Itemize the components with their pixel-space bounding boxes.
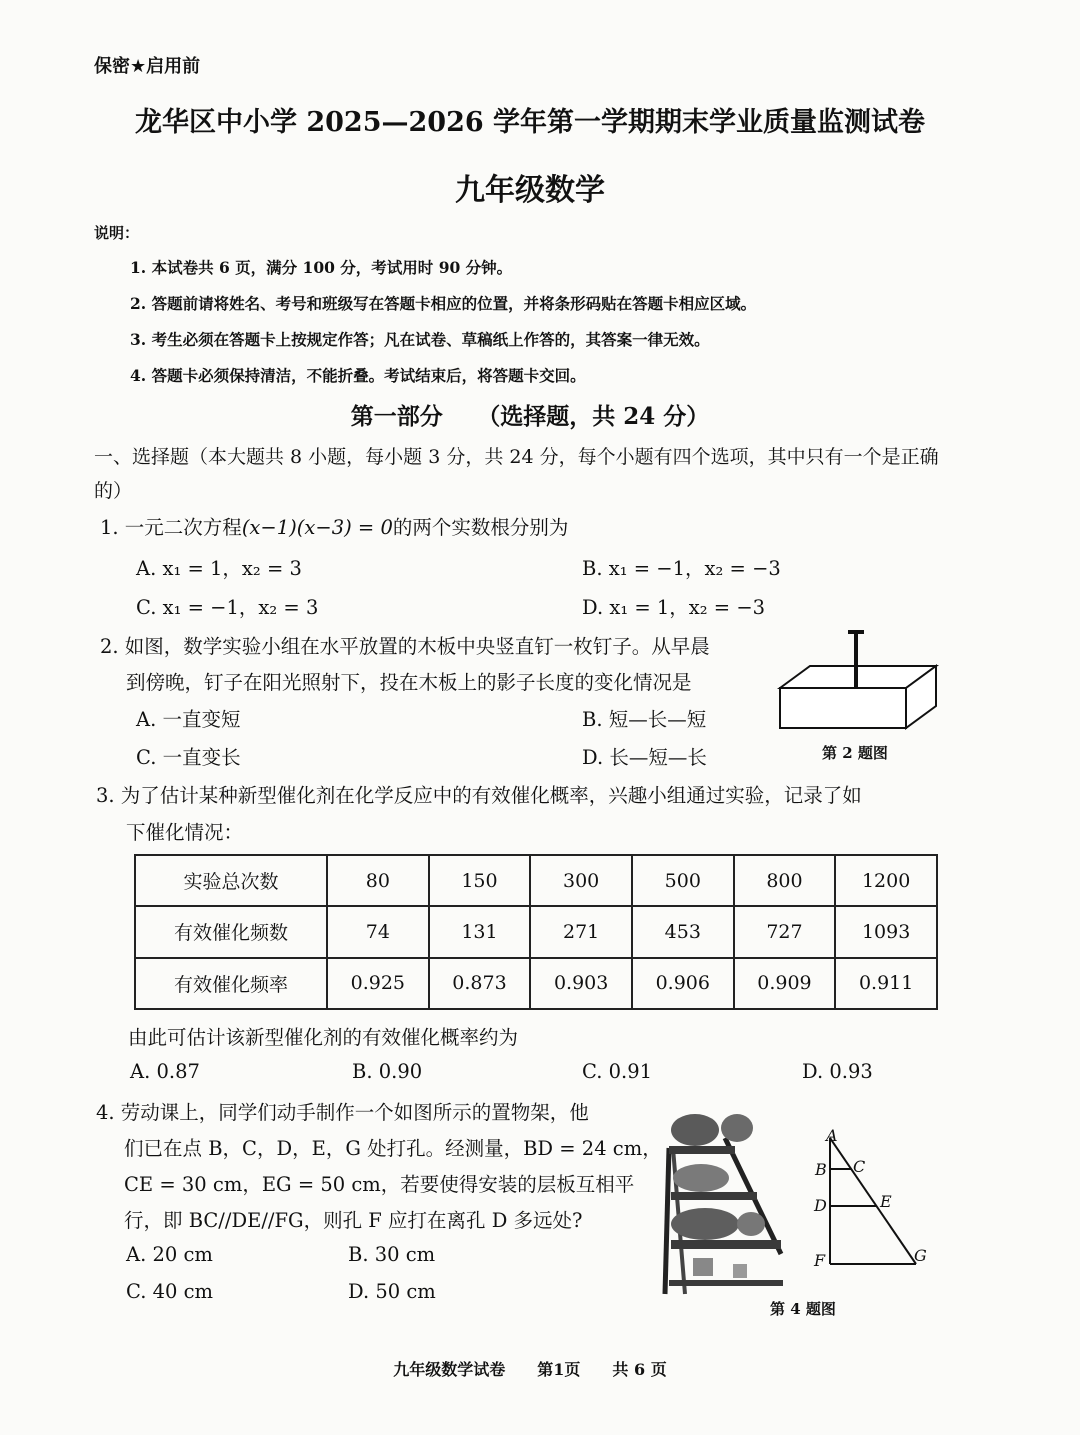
- table-cell: 453: [632, 906, 734, 957]
- q1-option-b: B. x₁ = −1，x₂ = −3: [582, 557, 781, 580]
- table-cell: 131: [429, 906, 531, 957]
- point-label-b: B: [815, 1160, 827, 1179]
- table-cell: 80: [327, 855, 429, 906]
- plant-icon: [673, 1164, 729, 1192]
- table-cell: 800: [734, 855, 836, 906]
- table-cell: 727: [734, 906, 836, 957]
- point-label-d: D: [814, 1196, 827, 1215]
- table-cell: 0.903: [530, 958, 632, 1009]
- table-row: [135, 855, 937, 906]
- q2-option-a: A. 一直变短: [136, 708, 241, 731]
- table-cell: 0.909: [734, 958, 836, 1009]
- table-cell: 271: [530, 906, 632, 957]
- catalyst-data-table: [134, 854, 938, 1010]
- table-row-label: 有效催化频率: [135, 958, 327, 1009]
- board-front: [780, 688, 906, 728]
- q1-stem-suffix: 的两个实数根分别为: [392, 516, 569, 539]
- note-item: 4. 答题卡必须保持清洁，不能折叠。考试结束后，将答题卡交回。: [130, 366, 586, 385]
- q4-option-b: B. 30 cm: [348, 1243, 436, 1266]
- q1-option-d: D. x₁ = 1，x₂ = −3: [582, 596, 766, 619]
- note-item: 2. 答题前请将姓名、考号和班级写在答题卡相应的位置，并将条形码贴在答题卡相应区域。: [130, 294, 757, 313]
- table-row-label: 有效催化频数: [135, 906, 327, 957]
- question-4-line2: 们已在点 B，C，D，E，G 处打孔。经测量，BD = 24 cm，: [124, 1137, 662, 1160]
- question-1-stem: [100, 512, 568, 540]
- shelf-board: [669, 1146, 735, 1154]
- table-cell: 74: [327, 906, 429, 957]
- part-heading: 第一部分 （选择题，共 24 分）: [350, 403, 710, 430]
- confidential-mark: 保密★启用前: [94, 56, 201, 77]
- line-ag: [830, 1138, 916, 1264]
- section-instructions: 一、选择题（本大题共 8 小题，每小题 3 分，共 24 分，每个小题有四个选项，其中只有一个是正确的）: [94, 446, 939, 502]
- table-cell: 1200: [835, 855, 937, 906]
- q1-stem-prefix: 1. 一元二次方程: [100, 516, 242, 539]
- q3-option-c: C. 0.91: [582, 1060, 653, 1083]
- q2-option-d: D. 长—短—长: [582, 746, 707, 769]
- plant-icon: [671, 1114, 719, 1146]
- subject-title: 九年级数学: [455, 173, 605, 208]
- question-3-line1: 3. 为了估计某种新型催化剂在化学反应中的有效催化概率，兴趣小组通过实验，记录了如: [96, 784, 862, 807]
- q1-option-c: C. x₁ = −1，x₂ = 3: [136, 596, 319, 619]
- point-label-c: C: [853, 1157, 866, 1176]
- question-2-line2: 到傍晚，钉子在阳光照射下，投在木板上的影子长度的变化情况是: [126, 671, 692, 694]
- q4-option-c: C. 40 cm: [126, 1280, 214, 1303]
- table-row: [135, 906, 937, 957]
- note-item: 3. 考生必须在答题卡上按规定作答；凡在试卷、草稿纸上作答的，其答案一律无效。: [130, 330, 710, 349]
- question-2-line1: 2. 如图，数学实验小组在水平放置的木板中央竖直钉一枚钉子。从早晨: [100, 635, 710, 658]
- exam-title: 龙华区中小学 2025—2026 学年第一学期期末学业质量监测试卷: [134, 107, 926, 138]
- question-4-line3: CE = 30 cm，EG = 50 cm，若要使得安装的层板互相平: [124, 1173, 635, 1196]
- nail-board-figure: [770, 620, 950, 735]
- q2-option-c: C. 一直变长: [136, 746, 241, 769]
- question-4-line1: 4. 劳动课上，同学们动手制作一个如图所示的置物架，他: [96, 1101, 589, 1124]
- q1-option-a: A. x₁ = 1，x₂ = 3: [136, 557, 302, 580]
- table-cell: 500: [632, 855, 734, 906]
- table-row: [135, 958, 937, 1009]
- point-label-f: F: [814, 1251, 826, 1270]
- point-label-g: G: [914, 1246, 927, 1265]
- q4-figure-caption: 第 4 题图: [770, 1300, 836, 1318]
- page-footer: 九年级数学试卷 第1页 共 6 页: [393, 1360, 667, 1379]
- q2-option-b: B. 短—长—短: [582, 708, 707, 731]
- table-row-label: 实验总次数: [135, 855, 327, 906]
- question-4-line4: 行，即 BC//DE//FG，则孔 F 应打在离孔 D 多远处?: [124, 1209, 583, 1232]
- table-cell: 300: [530, 855, 632, 906]
- shelf-board: [671, 1240, 781, 1249]
- q1-equation: (x−1)(x−3) = 0: [241, 516, 393, 539]
- point-label-e: E: [880, 1192, 892, 1211]
- q3-conclusion: 由此可估计该新型催化剂的有效催化概率约为: [128, 1026, 519, 1049]
- q3-option-b: B. 0.90: [352, 1060, 423, 1083]
- shelf-leg-front: [665, 1148, 669, 1294]
- shelf-photo: [655, 1108, 790, 1300]
- table-cell: 150: [429, 855, 531, 906]
- q4-option-d: D. 50 cm: [348, 1280, 436, 1303]
- table-cell: 1093: [835, 906, 937, 957]
- table-cell: 0.925: [327, 958, 429, 1009]
- flower-pot-icon: [693, 1258, 713, 1276]
- q2-figure-caption: 第 2 题图: [822, 744, 888, 762]
- note-item: 1. 本试卷共 6 页，满分 100 分，考试用时 90 分钟。: [130, 258, 513, 277]
- shelf-board: [671, 1192, 757, 1200]
- table-cell: 0.873: [429, 958, 531, 1009]
- notes-heading: 说明：: [94, 224, 140, 242]
- table-cell: 0.906: [632, 958, 734, 1009]
- plant-icon: [721, 1114, 753, 1142]
- question-3-line2: 下催化情况：: [126, 821, 244, 844]
- point-label-a: A: [826, 1126, 838, 1145]
- q3-option-d: D. 0.93: [802, 1060, 873, 1083]
- plant-icon: [671, 1208, 739, 1240]
- q3-option-a: A. 0.87: [130, 1060, 200, 1083]
- table-cell: 0.911: [835, 958, 937, 1009]
- q4-option-a: A. 20 cm: [126, 1243, 213, 1266]
- flower-pot-icon: [733, 1264, 747, 1278]
- plant-icon: [737, 1212, 765, 1236]
- shelf-board: [669, 1280, 783, 1286]
